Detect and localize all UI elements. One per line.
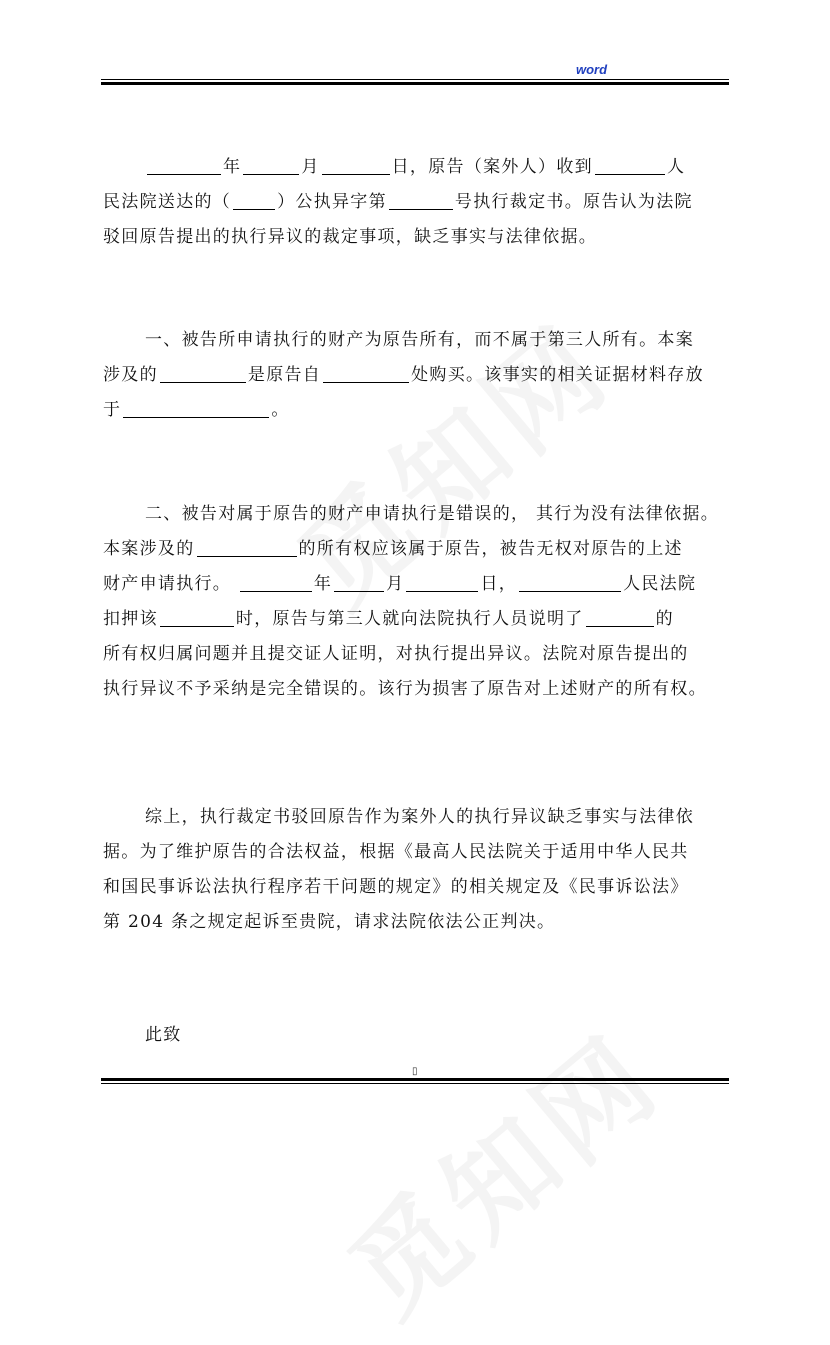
- text-fragment: 本案涉及的: [103, 539, 195, 559]
- text-line: 此致: [145, 1025, 182, 1045]
- text-line: [103, 602, 743, 637]
- fill-blank[interactable]: [233, 191, 275, 210]
- text-fragment: 号执行裁定书。原告认为法院: [454, 192, 693, 212]
- fill-blank[interactable]: [197, 538, 297, 557]
- text-fragment: 是原告自: [247, 365, 322, 385]
- text-line: [103, 532, 743, 567]
- text-fragment: 月: [386, 574, 405, 594]
- text-line: 所有权归属问题并且提交证人证明，对执行提出异议。法院对原告提出的: [103, 644, 689, 664]
- fill-blank[interactable]: [243, 156, 299, 175]
- text-fragment: 时，原告与第三人就向法院执行人员说明了: [235, 609, 584, 629]
- fill-blank[interactable]: [406, 573, 478, 592]
- text-line: [103, 358, 743, 393]
- text-fragment: 的所有权应该属于原告，被告无权对原告的上述: [298, 539, 683, 559]
- text-line: 驳回原告提出的执行异议的裁定事项，缺乏事实与法律依据。: [103, 227, 598, 247]
- footer-rule-thin: [101, 1083, 729, 1084]
- text-fragment: 的: [655, 609, 674, 629]
- text-fragment: 民法院送达的（: [103, 192, 232, 212]
- fill-blank[interactable]: [586, 608, 654, 627]
- paragraph-2: [103, 323, 743, 428]
- text-fragment: 财产申请执行。: [103, 574, 232, 594]
- fill-blank[interactable]: [160, 364, 246, 383]
- text-fragment: 日，原告（案外人）收到: [391, 157, 593, 177]
- header-rule-thin: [101, 79, 729, 80]
- text-fragment: 。: [271, 400, 290, 420]
- text-fragment: ）公执异字第: [277, 192, 387, 212]
- text-line: 据。为了维护原告的合法权益，根据《最高人民法院关于适用中华人民共: [103, 842, 689, 862]
- fill-blank[interactable]: [595, 156, 665, 175]
- text-fragment: 于: [103, 400, 122, 420]
- text-line: 二、被告对属于原告的财产申请执行是错误的， 其行为没有法律依据。: [145, 504, 720, 524]
- fill-blank[interactable]: [123, 399, 269, 418]
- fill-blank[interactable]: [147, 156, 221, 175]
- text-line: [103, 393, 743, 428]
- footer-rule-thick: [101, 1078, 729, 1081]
- text-line: [103, 185, 743, 220]
- text-fragment: 人: [666, 157, 686, 177]
- fill-blank[interactable]: [334, 573, 384, 592]
- fill-blank[interactable]: [389, 191, 453, 210]
- text-fragment: 月: [301, 157, 320, 177]
- fill-blank[interactable]: [160, 608, 234, 627]
- text-fragment: 日，: [480, 574, 518, 594]
- text-fragment: 涉及的: [103, 365, 158, 385]
- text-line: 执行异议不予采纳是完全错误的。该行为损害了原告对上述财产的所有权。: [103, 679, 707, 699]
- text-fragment: 年: [313, 574, 333, 594]
- header-label: word: [576, 62, 608, 77]
- text-line: 和国民事诉讼法执行程序若干问题的规定》的相关规定及《民事诉讼法》: [103, 877, 689, 897]
- fill-blank[interactable]: [519, 573, 621, 592]
- text-line: [103, 150, 743, 185]
- text-line: 综上，执行裁定书驳回原告作为案外人的执行异议缺乏事实与法律依: [145, 807, 694, 827]
- fill-blank[interactable]: [322, 156, 390, 175]
- paragraph-3: [103, 497, 743, 707]
- text-line: 第 204 条之规定起诉至贵院，请求法院依法公正判决。: [103, 912, 556, 932]
- text-fragment: 处购买。该事实的相关证据材料存放: [411, 365, 704, 385]
- fill-blank[interactable]: [240, 573, 312, 592]
- paragraph-4: [103, 800, 743, 940]
- text-fragment: 年: [223, 157, 242, 177]
- text-line: 一、被告所申请执行的财产为原告所有，而不属于第三人所有。本案: [145, 330, 694, 350]
- fill-blank[interactable]: [323, 364, 409, 383]
- text-fragment: 人民法院: [623, 574, 697, 594]
- paragraph-1: [103, 150, 743, 255]
- page-marker: ▯: [412, 1066, 418, 1077]
- closing: [103, 1018, 743, 1053]
- text-fragment: 扣押该: [103, 609, 158, 629]
- text-line: [103, 567, 743, 602]
- header-rule-thick: [101, 82, 729, 85]
